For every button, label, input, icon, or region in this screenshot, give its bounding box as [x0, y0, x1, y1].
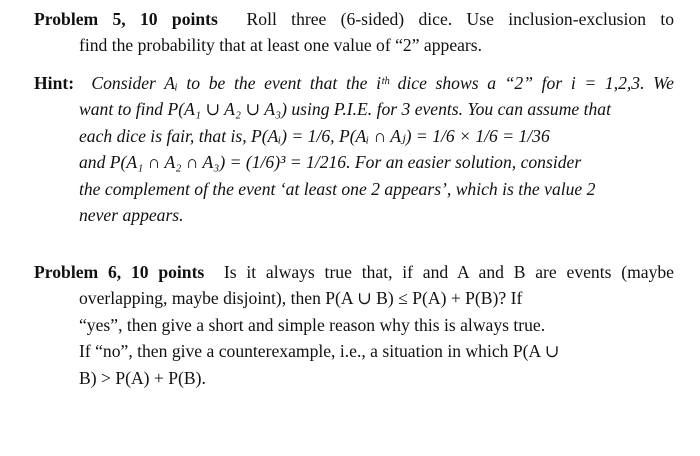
problem-6-text-1: Is it always true that, if and A and B are events (maybe [223, 262, 674, 282]
problem-6-line-2 [34, 285, 674, 311]
problem-6-line-1 [34, 259, 674, 285]
hint-text-3: each dice is fair, that is, P(Aᵢ) = 1/6, P(Aᵢ ∩ Aⱼ) = 1/6 × 1/6 = 1/36 [79, 125, 550, 146]
hint-line-2 [34, 96, 674, 122]
hint-line-3 [34, 123, 674, 149]
problem-5-heading: Problem 5, 10 points [34, 9, 218, 29]
problem-5 [34, 6, 674, 59]
problem-6-text-5: B) > P(A) + P(B). [79, 367, 206, 388]
problem-5-line-2 [34, 32, 674, 58]
hint-heading: Hint: [34, 73, 75, 93]
hint-text-1: Consider Aᵢ to be the event that the iᵗʰ dice shows a “2” for i = 1,2,3. We [91, 73, 674, 93]
hint-text-2: want to find P(A₁ ∪ A₂ ∪ A₃) using P.I.E. for 3 events. You can assume that [79, 99, 611, 120]
problem-6-text-3: “yes”, then give a short and simple reason why this is always true. [79, 314, 546, 335]
hint-line-4 [34, 149, 674, 175]
problem-6-heading: Problem 6, 10 points [34, 262, 205, 282]
hint [34, 70, 674, 228]
hint-line-5 [34, 176, 674, 202]
problem-6 [34, 259, 674, 391]
problem-5-text-1: Roll three (6-sided) dice. Use inclusion-exclusion to [246, 9, 675, 29]
problem-6-line-5 [34, 365, 674, 391]
problem-5-line-1 [34, 6, 674, 32]
problem-6-line-3 [34, 312, 674, 338]
problem-5-text-2: find the probability that at least one value of “2” appears. [79, 35, 483, 56]
problem-6-line-4 [34, 338, 674, 364]
hint-text-4: and P(A₁ ∩ A₂ ∩ A₃) = (1/6)³ = 1/216. For an easier solution, consider [79, 152, 582, 173]
problem-6-text-2: overlapping, maybe disjoint), then P(A ∪ B) ≤ P(A) + P(B)? If [79, 288, 523, 309]
hint-text-6: never appears. [79, 205, 184, 226]
problem-6-text-4: If “no”, then give a counterexample, i.e., a situation in which P(A ∪ [79, 341, 560, 362]
hint-line-1 [34, 70, 674, 96]
hint-line-6 [34, 202, 674, 228]
hint-text-5: the complement of the event ‘at least one 2 appears’, which is the value 2 [79, 178, 596, 199]
